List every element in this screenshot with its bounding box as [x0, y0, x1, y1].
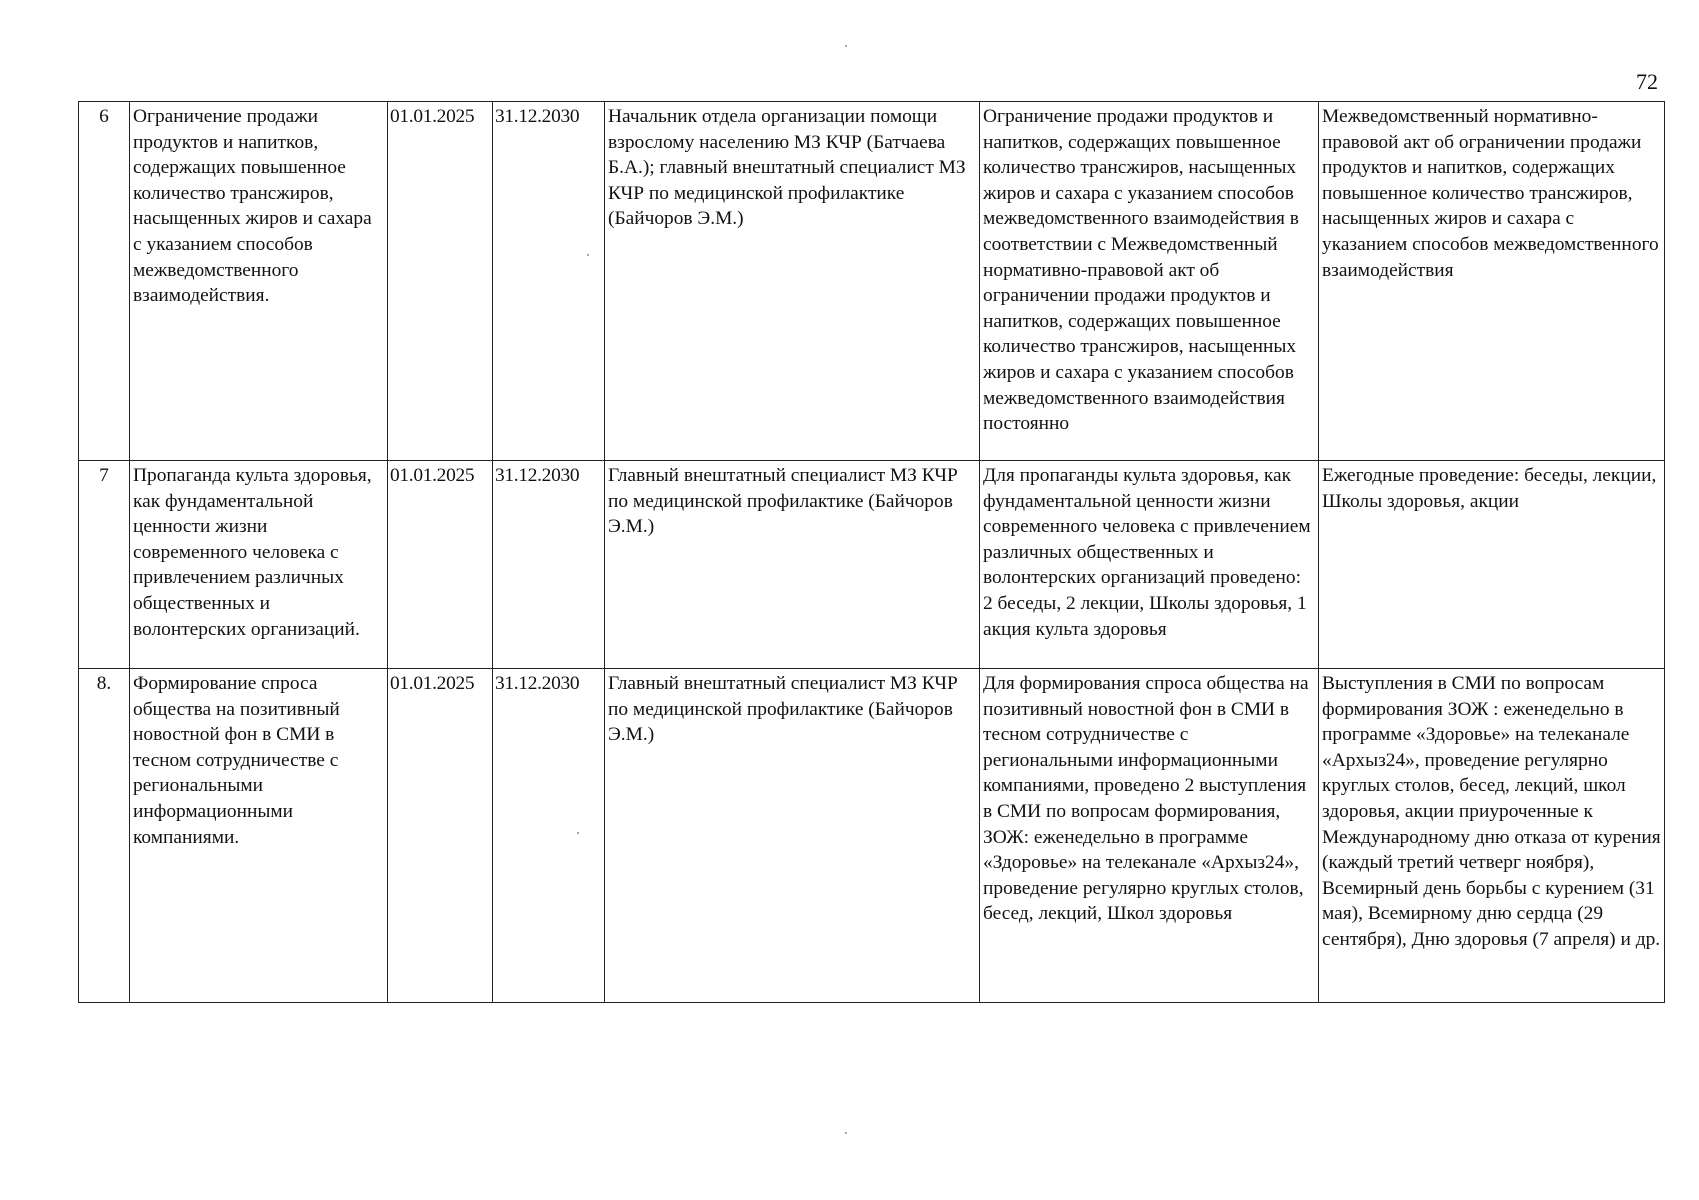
scan-speck — [845, 45, 847, 47]
start-date: 01.01.2025 — [388, 102, 493, 461]
activity-title: Формирование спроса общества на позитивный новостной фон в СМИ в тесном сотрудничестве с региональными информационными компаниями. — [130, 669, 388, 1003]
row-number: 7 — [79, 461, 130, 669]
end-date: 31.12.2030 — [493, 461, 605, 669]
activity-title: Ограничение продажи продуктов и напитков, содержащих повышенное количество трансжиров, насыщенных жиров и сахара с указанием способов межведомственного взаимодействия. — [130, 102, 388, 461]
result-description: Для пропаганды культа здоровья, как фундаментальной ценности жизни современного человека с привлечением различных общественных и волонтерских организаций проведено: 2 беседы, 2 лекции, Школы здоровья, 1 акция культа здоровья — [980, 461, 1319, 669]
end-date: 31.12.2030 — [493, 669, 605, 1003]
page-number: 72 — [1636, 69, 1658, 94]
activity-title: Пропаганда культа здоровья, как фундаментальной ценности жизни современного человека с привлечением различных общественных и волонтерских организаций. — [130, 461, 388, 669]
responsible-persons: Главный внештатный специалист МЗ КЧР по медицинской профилактике (Байчоров Э.М.) — [605, 461, 980, 669]
table-row — [79, 102, 1665, 461]
table-row — [79, 461, 1665, 669]
end-date: 31.12.2030 — [493, 102, 605, 461]
result-description: Ограничение продажи продуктов и напитков, содержащих повышенное количество трансжиров, насыщенных жиров и сахара с указанием способов межведомственного взаимодействия в соответствии с Межведомственный нормативно-правовой акт об ограничении продажи продуктов и напитков, содержащих повышенное количество трансжиров, насыщенных жиров и сахара с указанием способов межведомственного взаимодействия постоянно — [980, 102, 1319, 461]
result-description: Для формирования спроса общества на позитивный новостной фон в СМИ в тесном сотрудничестве с региональными информационными компаниями, проведено 2 выступления в СМИ по вопросам формирования, ЗОЖ: еженедельно в программе «Здоровье» на телеканале «Архыз24», проведение регулярно круглых столов, бесед, лекций, Школ здоровья — [980, 669, 1319, 1003]
indicator-description: Выступления в СМИ по вопросам формирования ЗОЖ : еженедельно в программе «Здоровье» на телеканале «Архыз24», проведение регулярно круглых столов, бесед, лекций, школ здоровья, акции приуроченные к Международному дню отказа от курения (каждый третий четверг ноября), Всемирный день борьбы с курением (31 мая), Всемирному дню сердца (29 сентября), Дню здоровья (7 апреля) и др. — [1319, 669, 1665, 1003]
indicator-description: Межведомственный нормативно-правовой акт об ограничении продажи продуктов и напитков, содержащих повышенное количество трансжиров, насыщенных жиров и сахара с указанием способов межведомственного взаимодействия — [1319, 102, 1665, 461]
responsible-persons: Начальник отдела организации помощи взрослому населению МЗ КЧР (Батчаева Б.А.); главный внештатный специалист МЗ КЧР по медицинской профилактике (Байчоров Э.М.) — [605, 102, 980, 461]
row-number: 6 — [79, 102, 130, 461]
table-row — [79, 669, 1665, 1003]
start-date: 01.01.2025 — [388, 669, 493, 1003]
indicator-description: Ежегодные проведение: беседы, лекции, Школы здоровья, акции — [1319, 461, 1665, 669]
start-date: 01.01.2025 — [388, 461, 493, 669]
row-number: 8. — [79, 669, 130, 1003]
plan-table — [78, 101, 1665, 1003]
responsible-persons: Главный внештатный специалист МЗ КЧР по медицинской профилактике (Байчоров Э.М.) — [605, 669, 980, 1003]
scan-speck — [845, 1132, 847, 1134]
